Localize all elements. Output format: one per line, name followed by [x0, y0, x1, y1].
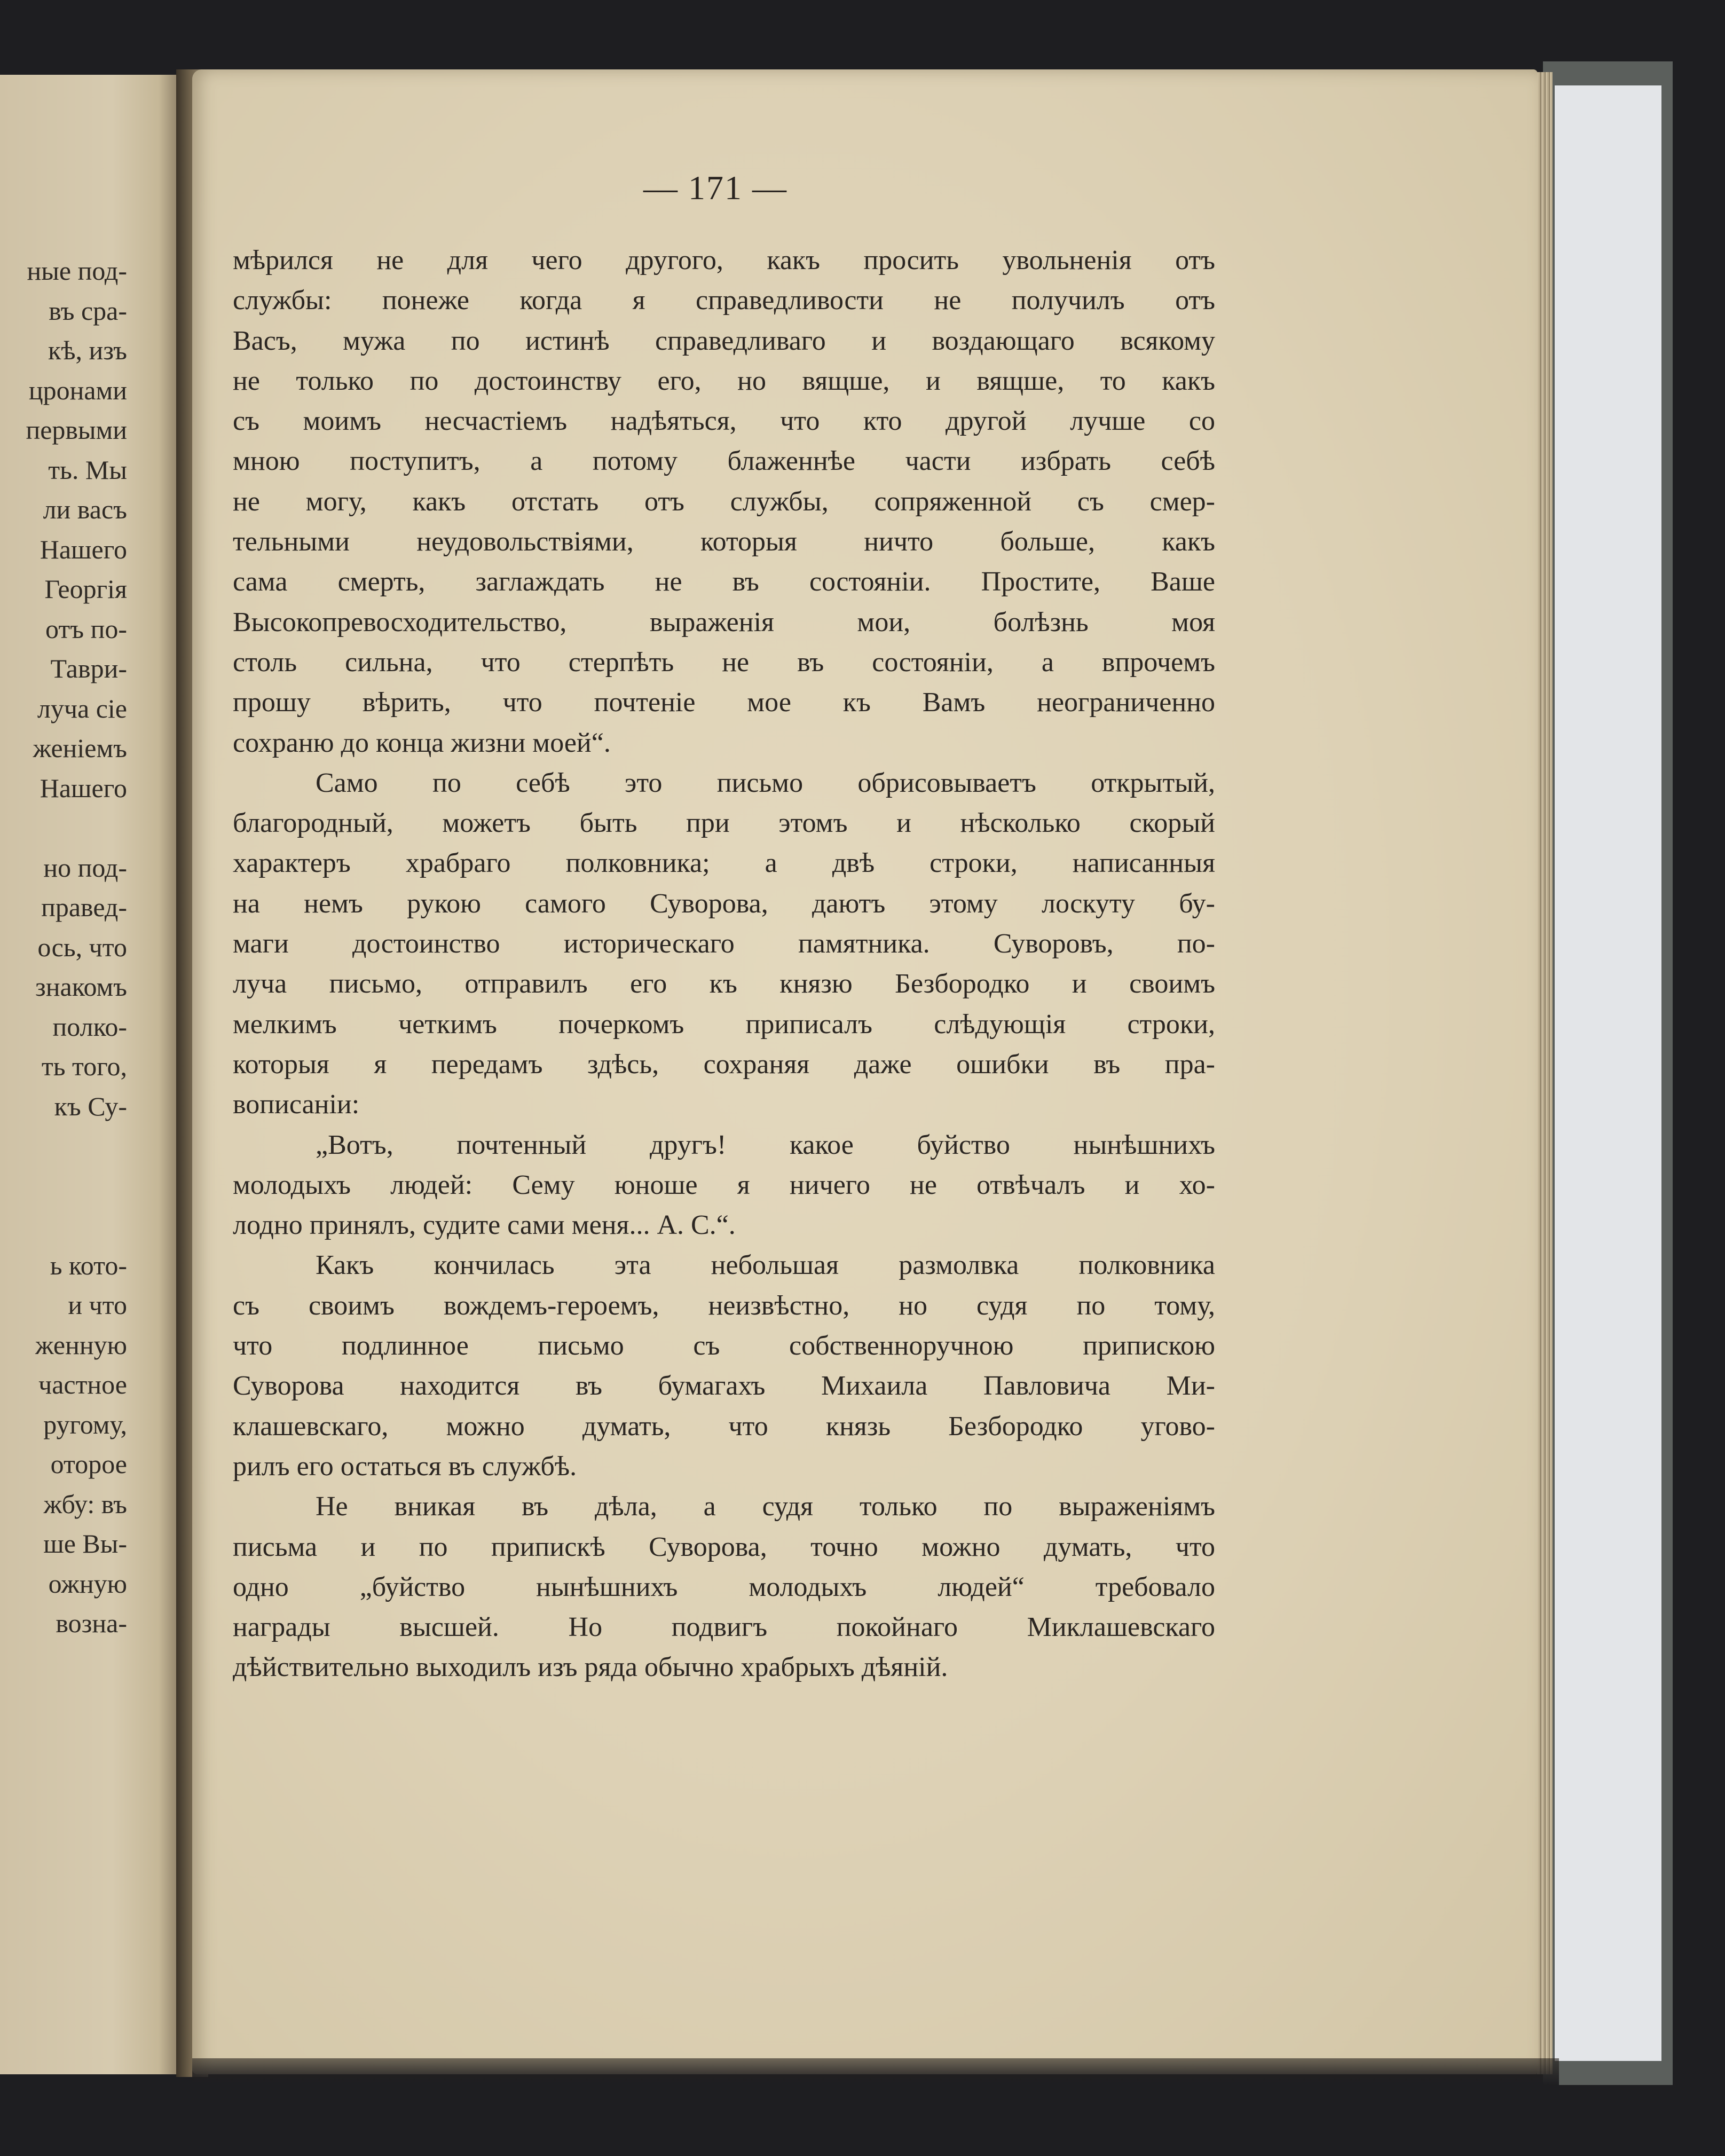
- left-page-line: къ Су-: [54, 1091, 127, 1121]
- paragraph: [233, 1486, 1215, 1687]
- paragraph: [233, 1245, 1215, 1486]
- left-page-line: ше Вы-: [43, 1529, 127, 1559]
- text-line: которыя я передамъ здѣсь, сохраняя даже ошибки въ пра-: [233, 1049, 1215, 1080]
- text-line: Само по себѣ это письмо обрисовываетъ открытый,: [316, 767, 1215, 798]
- left-page-line: ли васъ: [43, 494, 127, 524]
- left-page-line: женіемъ: [33, 733, 127, 763]
- text-line: не только по достоинству его, но вящше, и вящше, то какъ: [233, 365, 1215, 396]
- left-page-line: ось, что: [37, 932, 127, 962]
- text-line: мелкимъ четкимъ почеркомъ приписалъ слѣдующія строки,: [233, 1009, 1215, 1040]
- left-page-line: [0, 1126, 127, 1166]
- left-page-line: цронами: [28, 375, 127, 405]
- paragraph: [233, 1125, 1215, 1246]
- text-line: дѣйствительно выходилъ изъ ряда обычно храбрыхъ дѣяній.: [233, 1652, 948, 1683]
- left-page-line: [0, 1206, 127, 1246]
- text-line: прошу вѣрить, что почтеніе мое къ Вамъ неограниченно: [233, 687, 1215, 718]
- left-page-line: ть того,: [41, 1051, 127, 1081]
- left-page-line: женную: [35, 1329, 127, 1360]
- text-line: столь сильна, что стерпѣть не въ состояніи, а впрочемъ: [233, 647, 1215, 678]
- text-line: сохраню до конца жизни моей“.: [233, 727, 611, 758]
- text-line: письма и по припискѣ Суворова, точно можно думать, что: [233, 1531, 1215, 1562]
- text-line: Высокопревосходительство, выраженія мои, болѣзнь моя: [233, 607, 1215, 638]
- left-page-line: возна-: [56, 1608, 127, 1638]
- paragraph: [233, 763, 1215, 1125]
- left-page-line: въ сра-: [49, 295, 127, 326]
- left-page-line: ожную: [48, 1568, 127, 1599]
- text-line: одно „буйство нынѣшнихъ молодыхъ людей“ требовало: [233, 1571, 1215, 1602]
- text-line: лодно принялъ, судите сами меня... А. С.“.: [233, 1210, 736, 1241]
- text-line: Васъ, мужа по истинѣ справедливаго и воздающаго всякому: [233, 325, 1215, 356]
- left-page-text: [0, 251, 127, 1643]
- page-number: — 171 —: [643, 169, 787, 207]
- text-line: молодыхъ людей: Сему юноше я ничего не отвѣчалъ и хо-: [233, 1169, 1215, 1200]
- paragraph: [233, 240, 1215, 763]
- text-line: маги достоинство историческаго памятника. Суворовъ, по-: [233, 929, 1215, 959]
- left-page-line: ь кото-: [50, 1250, 127, 1280]
- left-page-line: Георгія: [44, 574, 127, 604]
- text-line: на немъ рукою самого Суворова, даютъ этому лоскуту бу-: [233, 888, 1215, 919]
- left-page-line: кѣ, изъ: [48, 335, 127, 365]
- left-page-line: первыми: [26, 415, 127, 445]
- backing-sheet: [1555, 85, 1661, 2061]
- left-page-line: частное: [38, 1370, 127, 1399]
- text-line: рилъ его остаться въ службѣ.: [233, 1451, 577, 1482]
- text-line: мною поступитъ, а потому блаженнѣе части избрать себѣ: [233, 446, 1215, 477]
- text-line: награды высшей. Но подвигъ покойнаго Миклашевскаго: [233, 1612, 1215, 1643]
- text-line: службы: понеже когда я справедливости не получилъ отъ: [233, 285, 1215, 316]
- text-line: клашевскаго, можно думать, что князь Безбородко угово-: [233, 1411, 1215, 1442]
- bottom-shadow: [192, 2058, 1559, 2085]
- left-page-line: знакомъ: [35, 972, 127, 1002]
- left-page-line: ругому,: [43, 1409, 127, 1439]
- left-page-line: правед-: [41, 892, 127, 922]
- left-page-line: и что: [68, 1290, 127, 1320]
- left-page-line: полко-: [52, 1011, 127, 1042]
- text-line: съ моимъ несчастіемъ надѣяться, что кто другой лучше со: [233, 406, 1215, 437]
- text-line: сама смерть, заглаждать не въ состояніи. Простите, Ваше: [233, 566, 1215, 597]
- text-line: „Вотъ, почтенный другъ! какое буйство нынѣшнихъ: [316, 1129, 1215, 1160]
- left-page-line: [0, 808, 127, 848]
- left-page-line: [0, 1166, 127, 1206]
- text-line: съ своимъ вождемъ-героемъ, неизвѣстно, но судя по тому,: [233, 1290, 1215, 1321]
- left-page: [0, 75, 187, 2074]
- text-line: луча письмо, отправилъ его къ князю Безбородко и своимъ: [233, 969, 1215, 1000]
- text-line: Суворова находится въ бумагахъ Михаила Павловича Ми-: [233, 1371, 1215, 1402]
- text-line: благородный, можетъ быть при этомъ и нѣсколько скорый: [233, 808, 1215, 839]
- left-page-line: отъ по-: [45, 613, 127, 644]
- text-line: характеръ храбраго полковника; а двѣ строки, написанныя: [233, 848, 1215, 879]
- left-page-line: ные под-: [27, 256, 127, 286]
- left-page-line: Нашего: [40, 534, 127, 564]
- text-line: мѣрился не для чего другого, какъ просить увольненія отъ: [233, 245, 1215, 276]
- left-page-line: Нашего: [40, 773, 127, 803]
- left-page-line: оторое: [50, 1449, 127, 1479]
- left-page-line: Таври-: [50, 654, 127, 683]
- main-text: [233, 240, 1215, 1688]
- left-page-line: но под-: [43, 852, 127, 883]
- text-line: тельными неудовольствіями, которыя ничто больше, какъ: [233, 526, 1215, 557]
- left-page-line: жбу: въ: [43, 1489, 127, 1519]
- text-line: Не вникая въ дѣла, а судя только по выраженіямъ: [316, 1491, 1215, 1522]
- text-line: Какъ кончилась эта небольшая размолвка полковника: [316, 1250, 1215, 1281]
- left-page-line: ть. Мы: [48, 454, 127, 485]
- text-line: вописаніи:: [233, 1089, 360, 1120]
- text-line: что подлинное письмо съ собственноручною припискою: [233, 1331, 1215, 1362]
- left-page-line: луча сіе: [37, 693, 127, 723]
- text-line: не могу, какъ отстать отъ службы, сопряженной съ смер-: [233, 486, 1215, 517]
